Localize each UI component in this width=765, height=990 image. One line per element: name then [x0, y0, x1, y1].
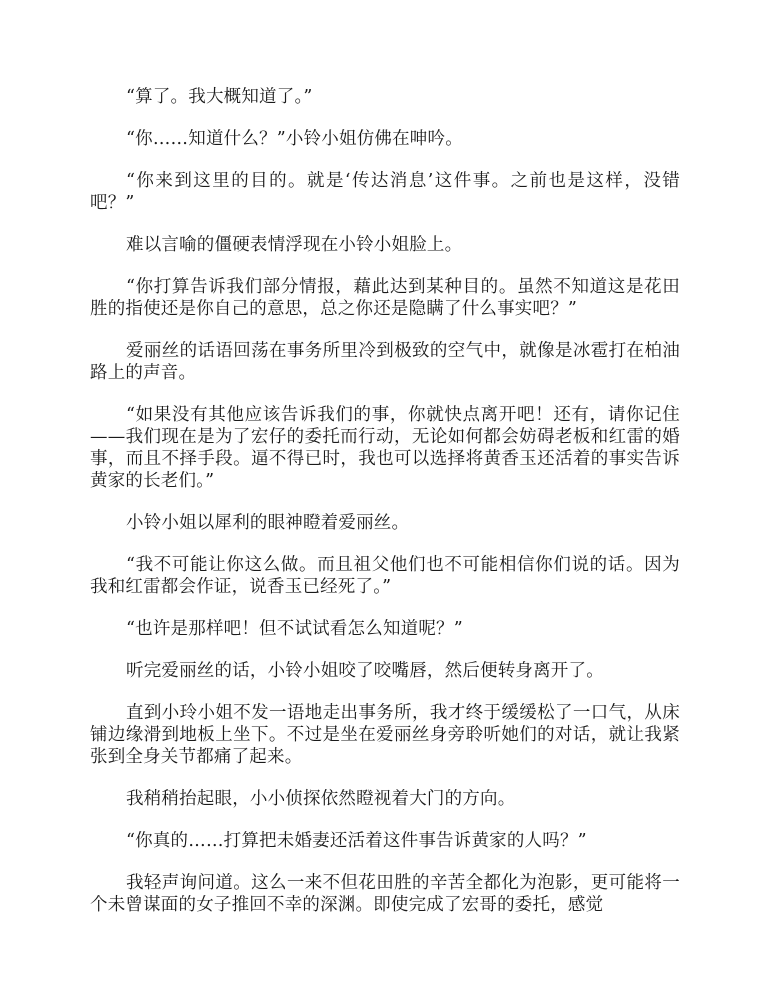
paragraph: “如果没有其他应该告诉我们的事，你就快点离开吧！还有，请你记住——我们现在是为了宏仔的委托而行动，无论如何都会妨碍老板和红雷的婚事，而且不择手段。逼不得已时，我也可以选择将黄香玉还活着的事实告诉黄家的长老们。”: [90, 405, 680, 491]
paragraph: “也许是那样吧！但不试试看怎么知道呢？”: [126, 619, 463, 639]
paragraph: “我不可能让你这么做。而且祖父他们也不可能相信你们说的话。因为我和红雷都会作证，说香玉已经死了。”: [90, 555, 680, 597]
paragraph: 直到小玲小姐不发一语地走出事务所，我才终于缓缓松了一口气，从床铺边缘滑到地板上坐下。不过是坐在爱丽丝身旁聆听她们的对话，就让我紧张到全身关节都痛了起来。: [90, 703, 680, 767]
paragraph: “你打算告诉我们部分情报，藉此达到某种目的。虽然不知道这是花田胜的指使还是你自己的意思，总之你还是隐瞒了什么事实吧？”: [90, 277, 680, 319]
paragraph: 难以言喻的僵硬表情浮现在小铃小姐脸上。: [126, 235, 463, 255]
paragraph: “你来到这里的目的。就是‘传达消息’这件事。之前也是这样，没错吧？”: [90, 171, 680, 213]
paragraph: 小铃小姐以犀利的眼神瞪着爱丽丝。: [126, 513, 410, 533]
body-text: [90, 86, 680, 936]
paragraph: “你真的……打算把未婚妻还活着这件事告诉黄家的人吗？”: [126, 831, 587, 851]
paragraph: 爱丽丝的话语回荡在事务所里冷到极致的空气中，就像是冰雹打在柏油路上的声音。: [90, 341, 680, 383]
paragraph: 我轻声询问道。这么一来不但花田胜的辛苦全都化为泡影，更可能将一个未曾谋面的女子推回不幸的深渊。即使完成了宏哥的委托，感觉: [90, 873, 680, 915]
paragraph: 我稍稍抬起眼，小小侦探依然瞪视着大门的方向。: [126, 789, 516, 809]
paragraph: “算了。我大概知道了。”: [126, 87, 313, 107]
paragraph: 听完爱丽丝的话，小铃小姐咬了咬嘴唇，然后便转身离开了。: [126, 661, 604, 681]
paragraph: “你……知道什么？”小铃小姐仿佛在呻吟。: [126, 129, 463, 149]
